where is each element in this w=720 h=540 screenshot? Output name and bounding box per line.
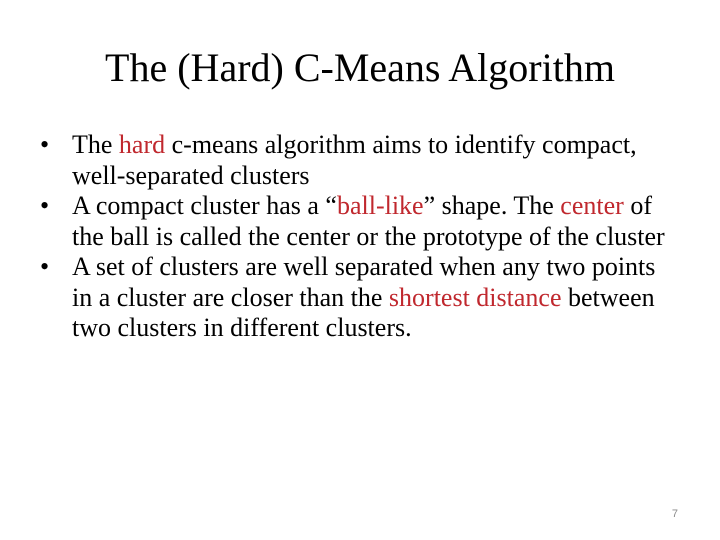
bullet-item-hard-cmeans (40, 130, 680, 191)
bullet-text: of the ball is called the center or the prototype of the cluster (72, 191, 665, 251)
bullet-text: c-means algorithm aims to identify compact, well-separated clusters (72, 130, 637, 190)
highlight-term-hard: hard (118, 130, 166, 159)
bullet-item-well-separated (40, 252, 680, 344)
highlight-term-ball-like: ball-like (336, 191, 424, 220)
bullet-marker: • (40, 252, 50, 281)
bullet-text: The (72, 130, 119, 159)
bullet-list (40, 130, 680, 344)
bullet-item-compact-cluster (40, 191, 680, 252)
bullet-text: ” shape. The (423, 191, 561, 220)
bullet-marker: • (40, 191, 50, 220)
bullet-text: A set of clusters are well separated when any two points in a cluster are closer than the (72, 252, 656, 312)
highlight-term-shortest-distance: shortest distance (388, 282, 562, 312)
highlight-term-center: center (560, 191, 624, 220)
bullet-marker: • (40, 130, 50, 159)
bullet-text: between two clusters in different clusters. (72, 282, 655, 342)
page-number: 7 (671, 508, 678, 520)
bullet-text: A compact cluster has a “ (72, 191, 337, 220)
slide-title: The (Hard) C-Means Algorithm (105, 45, 615, 90)
